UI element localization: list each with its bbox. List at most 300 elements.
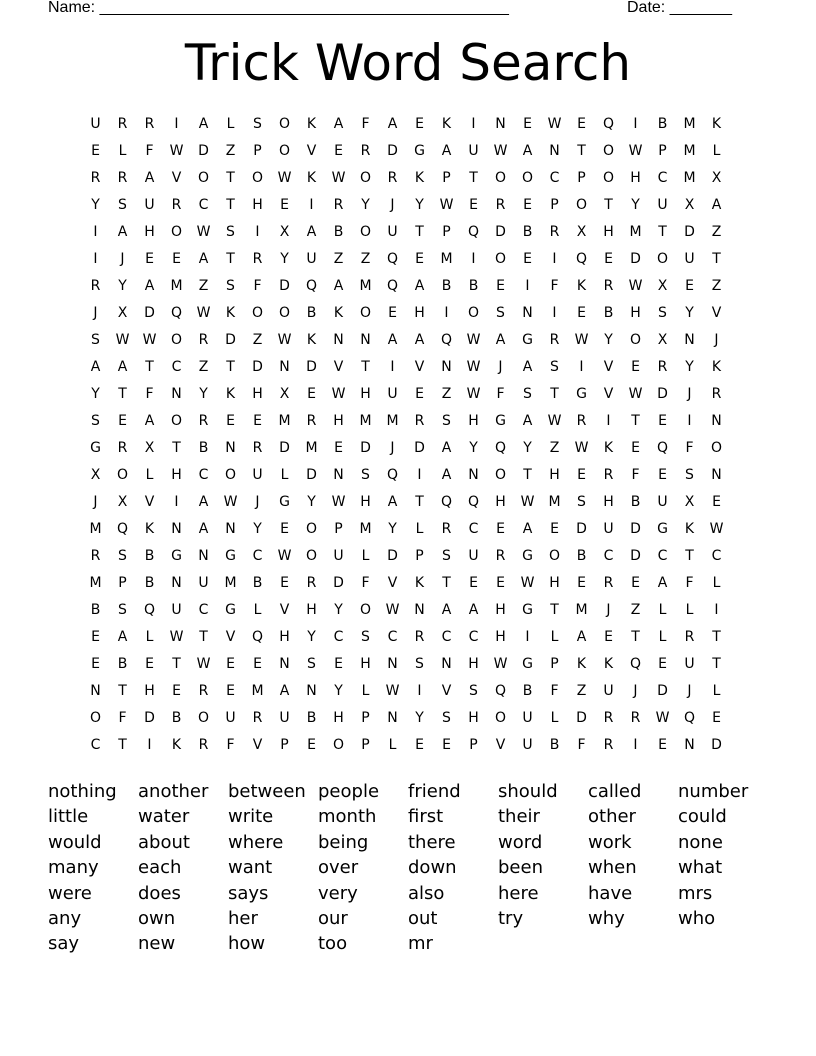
grid-letter: I: [390, 359, 395, 375]
grid-letter: H: [495, 602, 506, 618]
grid-letter: M: [683, 170, 696, 186]
grid-letter: R: [549, 224, 560, 240]
grid-letter: Y: [199, 386, 208, 402]
grid-letter: O: [224, 467, 237, 483]
grid-letter: A: [333, 116, 344, 132]
grid-letter: Y: [253, 521, 262, 537]
word-bank-item: also: [408, 882, 445, 904]
grid-letter: E: [604, 629, 613, 645]
grid-letter: O: [359, 170, 372, 186]
grid-letter: Z: [441, 386, 452, 402]
word-bank-item: each: [138, 857, 182, 879]
grid-letter: H: [630, 305, 641, 321]
grid-letter: B: [603, 305, 614, 321]
grid-letter: M: [359, 413, 372, 429]
grid-letter: E: [523, 197, 532, 213]
grid-letter: H: [171, 467, 182, 483]
grid-letter: I: [255, 224, 260, 240]
grid-letter: G: [495, 413, 506, 429]
grid-letter: A: [387, 494, 398, 510]
grid-letter: W: [466, 332, 481, 348]
grid-letter: Z: [360, 251, 371, 267]
grid-letter: H: [144, 224, 155, 240]
grid-letter: W: [115, 332, 130, 348]
grid-letter: A: [414, 332, 425, 348]
grid-letter: S: [577, 494, 586, 510]
grid-letter: R: [90, 278, 101, 294]
grid-letter: U: [144, 197, 155, 213]
grid-letter: A: [441, 143, 452, 159]
grid-letter: K: [306, 170, 317, 186]
grid-letter: H: [495, 494, 506, 510]
grid-letter: T: [523, 467, 532, 483]
grid-letter: E: [91, 629, 100, 645]
grid-letter: S: [550, 359, 559, 375]
grid-letter: T: [469, 170, 478, 186]
grid-letter: W: [196, 305, 211, 321]
grid-letter: W: [493, 143, 508, 159]
grid-letter: R: [630, 710, 641, 726]
grid-letter: Z: [198, 359, 209, 375]
grid-letter: E: [712, 710, 721, 726]
word-bank-item: why: [588, 907, 625, 929]
grid-letter: G: [225, 548, 236, 564]
grid-letter: H: [549, 467, 560, 483]
grid-letter: M: [359, 521, 372, 537]
grid-letter: E: [118, 413, 127, 429]
grid-letter: A: [198, 494, 209, 510]
grid-letter: C: [90, 737, 101, 753]
grid-letter: R: [252, 440, 263, 456]
word-bank-item: very: [318, 882, 358, 904]
grid-letter: V: [306, 143, 317, 159]
grid-letter: E: [658, 467, 667, 483]
grid-letter: W: [385, 602, 400, 618]
grid-letter: D: [495, 224, 506, 240]
word-bank-item: what: [678, 857, 723, 879]
grid-letter: A: [387, 116, 398, 132]
grid-letter: L: [253, 602, 262, 618]
grid-letter: O: [170, 413, 183, 429]
grid-letter: A: [144, 278, 155, 294]
grid-letter: P: [253, 143, 262, 159]
grid-letter: X: [657, 278, 668, 294]
grid-letter: N: [279, 656, 290, 672]
grid-letter: R: [414, 413, 425, 429]
grid-letter: S: [442, 710, 451, 726]
grid-letter: G: [414, 143, 425, 159]
grid-letter: U: [684, 656, 695, 672]
grid-letter: B: [171, 710, 182, 726]
grid-letter: S: [523, 386, 532, 402]
grid-letter: K: [576, 656, 587, 672]
grid-letter: E: [172, 683, 181, 699]
grid-letter: I: [309, 197, 314, 213]
grid-letter: R: [198, 683, 209, 699]
grid-letter: E: [631, 440, 640, 456]
grid-letter: O: [656, 251, 669, 267]
grid-letter: T: [118, 737, 127, 753]
grid-letter: W: [277, 170, 292, 186]
grid-letter: C: [198, 602, 209, 618]
grid-letter: G: [657, 521, 668, 537]
word-bank-item: does: [138, 882, 181, 904]
grid-letter: N: [225, 440, 236, 456]
grid-letter: O: [494, 467, 507, 483]
grid-letter: D: [198, 143, 209, 159]
grid-letter: W: [493, 656, 508, 672]
word-bank-item: could: [678, 806, 727, 828]
grid-letter: V: [144, 494, 155, 510]
word-bank-item: water: [138, 806, 190, 828]
grid-letter: X: [279, 224, 290, 240]
grid-letter: T: [685, 548, 694, 564]
grid-letter: I: [633, 116, 638, 132]
grid-letter: U: [171, 602, 182, 618]
grid-letter: Q: [143, 602, 156, 618]
grid-letter: D: [684, 224, 695, 240]
grid-letter: Q: [305, 278, 318, 294]
grid-letter: D: [414, 440, 425, 456]
grid-letter: B: [522, 224, 533, 240]
grid-letter: J: [93, 494, 98, 510]
page-title: Trick Word Search: [184, 34, 632, 92]
grid-letter: P: [334, 521, 343, 537]
grid-letter: B: [468, 278, 479, 294]
grid-letter: R: [90, 548, 101, 564]
grid-letter: C: [198, 467, 209, 483]
grid-letter: P: [361, 737, 370, 753]
grid-letter: F: [145, 143, 154, 159]
grid-letter: E: [523, 251, 532, 267]
grid-letter: Y: [91, 386, 100, 402]
grid-letter: L: [685, 602, 694, 618]
grid-letter: W: [547, 413, 562, 429]
grid-letter: S: [226, 224, 235, 240]
grid-letter: J: [93, 305, 98, 321]
grid-letter: P: [442, 224, 451, 240]
grid-letter: U: [522, 710, 533, 726]
grid-letter: L: [361, 548, 370, 564]
grid-letter: N: [306, 683, 317, 699]
grid-letter: N: [711, 413, 722, 429]
grid-letter: S: [91, 413, 100, 429]
grid-letter: F: [496, 386, 505, 402]
grid-letter: R: [171, 197, 182, 213]
header-line: [48, 0, 748, 19]
word-bank-item: any: [48, 907, 82, 929]
grid-letter: T: [118, 386, 127, 402]
grid-letter: Y: [604, 332, 613, 348]
grid-letter: U: [657, 197, 668, 213]
word-bank-item: about: [138, 831, 190, 853]
grid-letter: Z: [333, 251, 344, 267]
grid-letter: E: [523, 116, 532, 132]
grid-letter: D: [279, 278, 290, 294]
grid-letter: E: [577, 575, 586, 591]
grid-letter: D: [630, 521, 641, 537]
grid-letter: U: [225, 710, 236, 726]
grid-letter: V: [414, 359, 425, 375]
grid-letter: E: [91, 656, 100, 672]
grid-letter: M: [278, 413, 291, 429]
grid-letter: E: [307, 737, 316, 753]
grid-letter: X: [684, 197, 695, 213]
grid-letter: B: [306, 710, 317, 726]
grid-letter: K: [225, 305, 236, 321]
grid-letter: R: [495, 197, 506, 213]
grid-letter: C: [333, 629, 344, 645]
grid-letter: Q: [629, 656, 642, 672]
grid-letter: I: [552, 251, 557, 267]
grid-letter: S: [118, 197, 127, 213]
grid-letter: H: [333, 710, 344, 726]
grid-letter: A: [117, 224, 128, 240]
grid-letter: W: [547, 116, 562, 132]
name-field-label: Name: ______________________________________________: [48, 0, 509, 16]
grid-letter: F: [685, 575, 694, 591]
grid-letter: A: [522, 413, 533, 429]
grid-letter: Z: [225, 143, 236, 159]
grid-letter: W: [628, 143, 643, 159]
grid-letter: X: [117, 305, 128, 321]
word-bank-item: when: [588, 857, 637, 879]
grid-letter: B: [90, 602, 101, 618]
grid-letter: O: [89, 710, 102, 726]
grid-letter: R: [603, 278, 614, 294]
grid-letter: H: [603, 224, 614, 240]
grid-letter: A: [522, 359, 533, 375]
grid-letter: B: [144, 548, 155, 564]
grid-letter: P: [442, 170, 451, 186]
grid-letter: Q: [656, 440, 669, 456]
grid-letter: C: [657, 170, 668, 186]
grid-letter: R: [603, 575, 614, 591]
grid-letter: R: [495, 548, 506, 564]
grid-letter: E: [415, 737, 424, 753]
grid-letter: Q: [467, 224, 480, 240]
grid-letter: Y: [334, 683, 343, 699]
grid-letter: Y: [280, 251, 289, 267]
grid-letter: Z: [630, 602, 641, 618]
grid-letter: X: [117, 494, 128, 510]
grid-letter: E: [334, 440, 343, 456]
grid-letter: D: [711, 737, 722, 753]
grid-letter: Y: [307, 494, 316, 510]
grid-letter: Q: [170, 305, 183, 321]
grid-letter: P: [469, 737, 478, 753]
grid-letter: D: [657, 386, 668, 402]
grid-letter: O: [251, 170, 264, 186]
grid-letter: W: [331, 494, 346, 510]
grid-letter: N: [549, 143, 560, 159]
grid-letter: I: [552, 305, 557, 321]
grid-letter: O: [548, 548, 561, 564]
grid-letter: R: [684, 629, 695, 645]
grid-letter: K: [711, 359, 722, 375]
grid-letter: T: [226, 359, 235, 375]
grid-letter: H: [306, 602, 317, 618]
grid-letter: I: [174, 494, 179, 510]
grid-letter: I: [471, 116, 476, 132]
grid-letter: G: [225, 602, 236, 618]
grid-letter: E: [415, 116, 424, 132]
grid-letter: E: [280, 521, 289, 537]
word-bank: [48, 779, 768, 957]
letter-grid: [82, 111, 730, 759]
grid-letter: O: [359, 224, 372, 240]
grid-letter: E: [253, 656, 262, 672]
grid-letter: R: [117, 170, 128, 186]
grid-letter: Y: [415, 710, 424, 726]
grid-letter: S: [361, 467, 370, 483]
grid-letter: Y: [388, 521, 397, 537]
grid-letter: P: [361, 710, 370, 726]
grid-letter: U: [684, 251, 695, 267]
grid-letter: N: [333, 332, 344, 348]
grid-letter: H: [630, 170, 641, 186]
grid-letter: K: [171, 737, 182, 753]
grid-letter: J: [120, 251, 125, 267]
grid-letter: J: [390, 440, 395, 456]
grid-letter: T: [631, 629, 640, 645]
grid-letter: D: [333, 575, 344, 591]
grid-letter: Y: [685, 359, 694, 375]
grid-letter: E: [226, 413, 235, 429]
word-bank-item: own: [138, 907, 176, 929]
grid-letter: O: [467, 305, 480, 321]
grid-letter: U: [252, 467, 263, 483]
grid-letter: Y: [415, 197, 424, 213]
grid-letter: E: [469, 575, 478, 591]
grid-letter: Q: [494, 683, 507, 699]
grid-letter: Q: [386, 467, 399, 483]
grid-letter: N: [522, 305, 533, 321]
grid-letter: I: [606, 413, 611, 429]
grid-letter: E: [415, 251, 424, 267]
grid-letter: S: [685, 467, 694, 483]
grid-letter: K: [306, 332, 317, 348]
grid-letter: N: [279, 359, 290, 375]
grid-letter: H: [414, 305, 425, 321]
grid-letter: E: [631, 359, 640, 375]
grid-letter: E: [226, 656, 235, 672]
grid-letter: L: [658, 629, 667, 645]
date-field-label: Date: _______: [627, 0, 732, 16]
grid-letter: E: [550, 521, 559, 537]
grid-letter: N: [441, 656, 452, 672]
grid-letter: T: [415, 224, 424, 240]
grid-letter: K: [684, 521, 695, 537]
grid-letter: R: [117, 440, 128, 456]
grid-letter: O: [305, 548, 318, 564]
word-bank-item: too: [318, 933, 348, 955]
grid-letter: R: [441, 521, 452, 537]
grid-letter: B: [549, 737, 560, 753]
grid-letter: O: [197, 710, 210, 726]
grid-letter: P: [550, 197, 559, 213]
grid-letter: N: [171, 386, 182, 402]
grid-letter: J: [606, 602, 611, 618]
grid-letter: M: [629, 224, 642, 240]
grid-letter: A: [198, 116, 209, 132]
grid-letter: O: [575, 197, 588, 213]
grid-letter: A: [198, 521, 209, 537]
grid-letter: G: [576, 386, 587, 402]
grid-letter: Q: [251, 629, 264, 645]
word-bank-item: being: [318, 831, 369, 853]
grid-letter: R: [306, 575, 317, 591]
grid-letter: E: [145, 656, 154, 672]
grid-letter: D: [387, 548, 398, 564]
grid-letter: N: [495, 116, 506, 132]
grid-letter: F: [685, 440, 694, 456]
grid-letter: U: [468, 143, 479, 159]
grid-letter: H: [360, 494, 371, 510]
grid-letter: E: [388, 305, 397, 321]
grid-letter: T: [550, 386, 559, 402]
grid-letter: W: [169, 629, 184, 645]
grid-letter: R: [252, 251, 263, 267]
grid-letter: W: [628, 278, 643, 294]
grid-letter: A: [711, 197, 722, 213]
grid-letter: O: [278, 116, 291, 132]
grid-letter: V: [225, 629, 236, 645]
grid-letter: A: [387, 332, 398, 348]
grid-letter: M: [170, 278, 183, 294]
grid-letter: T: [631, 413, 640, 429]
grid-letter: Q: [494, 440, 507, 456]
grid-letter: F: [577, 737, 586, 753]
grid-letter: A: [495, 332, 506, 348]
grid-letter: Q: [116, 521, 129, 537]
grid-letter: W: [520, 494, 535, 510]
word-bank-item: word: [498, 831, 543, 853]
word-bank-item: have: [588, 882, 633, 904]
grid-letter: D: [576, 710, 587, 726]
grid-letter: E: [496, 521, 505, 537]
grid-letter: I: [525, 278, 530, 294]
grid-letter: W: [277, 548, 292, 564]
grid-letter: R: [603, 737, 614, 753]
grid-letter: W: [466, 386, 481, 402]
grid-letter: I: [579, 359, 584, 375]
grid-letter: C: [711, 548, 722, 564]
grid-letter: H: [279, 629, 290, 645]
grid-letter: N: [468, 467, 479, 483]
grid-letter: R: [414, 629, 425, 645]
grid-letter: L: [712, 683, 721, 699]
grid-letter: E: [334, 143, 343, 159]
grid-letter: E: [226, 683, 235, 699]
grid-letter: P: [118, 575, 127, 591]
grid-letter: B: [576, 548, 587, 564]
grid-letter: S: [118, 548, 127, 564]
grid-letter: R: [144, 116, 155, 132]
grid-letter: R: [576, 413, 587, 429]
grid-letter: E: [442, 737, 451, 753]
grid-letter: A: [414, 278, 425, 294]
word-bank-item: out: [408, 907, 438, 929]
grid-letter: S: [442, 413, 451, 429]
grid-letter: P: [658, 143, 667, 159]
grid-letter: O: [494, 251, 507, 267]
grid-letter: T: [604, 197, 613, 213]
word-bank-item: where: [228, 831, 284, 853]
grid-letter: J: [633, 683, 638, 699]
grid-letter: B: [333, 224, 344, 240]
grid-letter: V: [711, 305, 722, 321]
